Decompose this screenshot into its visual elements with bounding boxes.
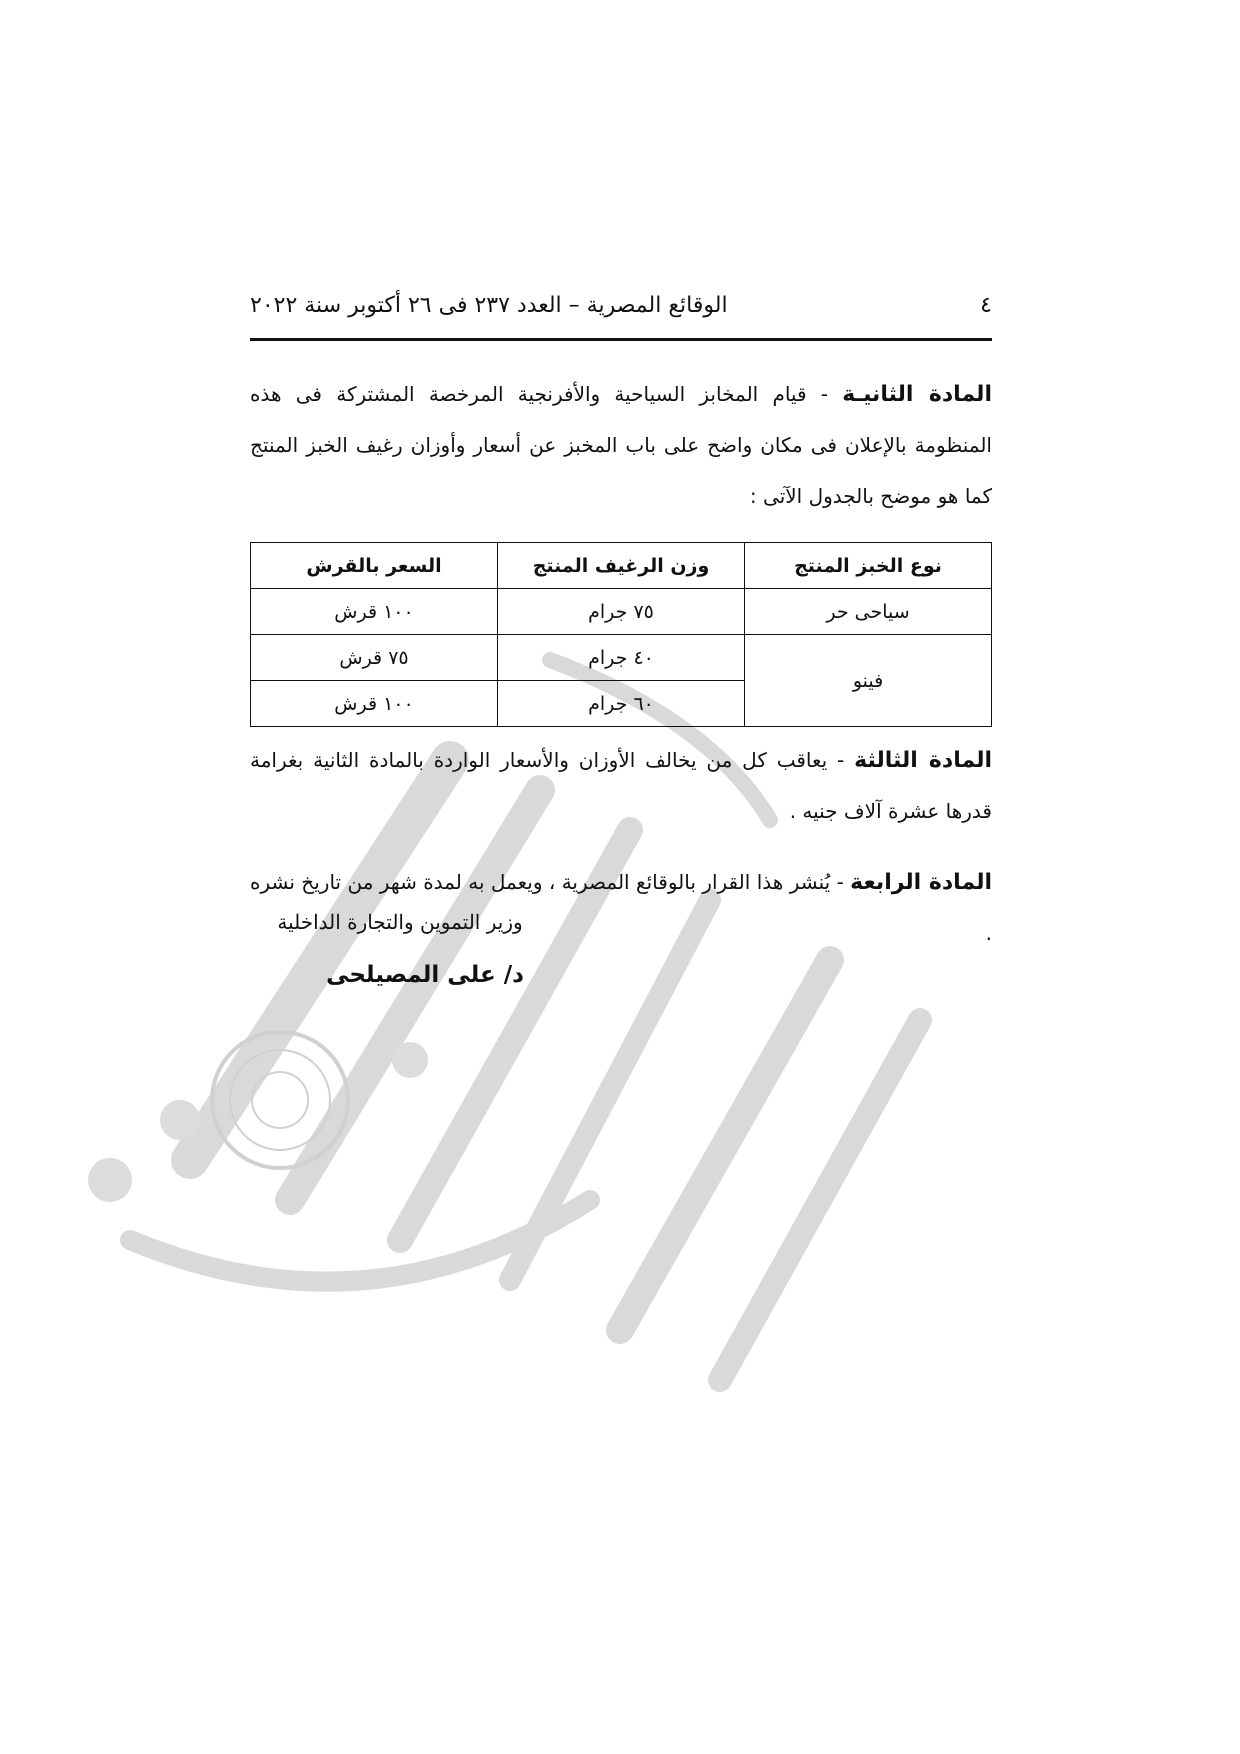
signature-block	[250, 910, 550, 988]
column-header-price: السعر بالقرش	[251, 543, 498, 589]
article-2-text: - قيام المخابز السياحية والأفرنجية المرخصة المشتركة فى هذه المنظومة بالإعلان فى مكان واضح على باب المخبز عن أسعار وأوزان رغيف الخبز المنتج كما هو موضح بالجدول الآتى :	[250, 382, 992, 508]
article-2-label: المادة الثانيـة	[842, 382, 992, 407]
document-page	[250, 280, 992, 979]
minister-title: وزير التموين والتجارة الداخلية	[277, 910, 523, 934]
article-3-label: المادة الثالثة	[854, 748, 993, 773]
price-cell: ٧٥ قرش	[251, 635, 498, 681]
column-header-loaf-weight: وزن الرغيف المنتج	[498, 543, 745, 589]
seal-icon	[212, 1032, 348, 1168]
bread-type-cell: فينو	[745, 635, 992, 727]
header-rule	[250, 338, 992, 341]
weight-cell: ٦٠ جرام	[498, 681, 745, 727]
article-3-text: - يعاقب كل من يخالف الأوزان والأسعار الواردة بالمادة الثانية بغرامة قدرها عشرة آلاف جنيه .	[250, 748, 992, 823]
article-4-text: - يُنشر هذا القرار بالوقائع المصرية ، ويعمل به لمدة شهر من تاريخ نشره .	[250, 870, 992, 945]
price-cell: ١٠٠ قرش	[251, 589, 498, 635]
weight-cell: ٧٥ جرام	[498, 589, 745, 635]
article-4-label: المادة الرابعة	[850, 870, 992, 895]
page-number: ٤	[980, 292, 992, 318]
running-header	[250, 280, 992, 330]
article-2	[250, 369, 992, 522]
table-row	[251, 635, 992, 681]
article-3	[250, 735, 992, 837]
table-header-row	[251, 543, 992, 589]
bread-type-cell: سياحى حر	[745, 589, 992, 635]
minister-name: د/ على المصيلحى	[326, 962, 524, 988]
table-row	[251, 589, 992, 635]
gazette-header-title: الوقائع المصرية – العدد ٢٣٧ فى ٢٦ أكتوبر سنة ٢٠٢٢	[250, 292, 728, 318]
column-header-bread-type: نوع الخبز المنتج	[745, 543, 992, 589]
weight-cell: ٤٠ جرام	[498, 635, 745, 681]
price-cell: ١٠٠ قرش	[251, 681, 498, 727]
bread-price-table	[250, 542, 992, 727]
